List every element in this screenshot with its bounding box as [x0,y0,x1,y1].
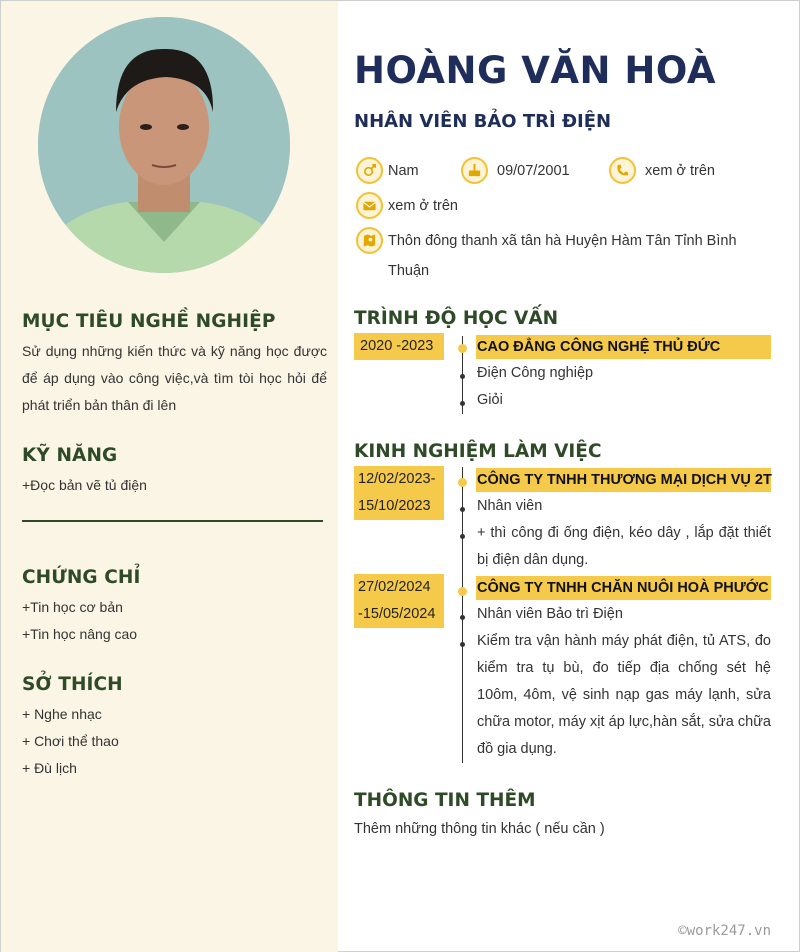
phone-icon [609,157,636,184]
hobbies-title: SỞ THÍCH [22,674,123,695]
extra-info-text: Thêm những thông tin khác ( nếu cần ) [354,821,605,837]
experience-date-end: -15/05/2024 [358,606,436,622]
divider [22,520,323,522]
experience-date-start: 12/02/2023- [358,471,436,487]
email-value[interactable]: xem ở trên [388,198,458,214]
job-role: Nhân viên Bảo trì Điện [477,606,623,622]
job-description: + thì công đi ống điện, kéo dây , lắp đặt thiết bị điện dân dụng. [477,525,771,568]
objective-section [22,311,327,419]
gender-value: Nam [388,163,419,179]
timeline-dot [458,587,467,596]
hobby-item: + Chơi thể thao [22,733,119,749]
objective-text: Sử dụng những kiến thức và kỹ năng học được để áp dụng vào công việc,và tìm tòi học hỏi để phát triển bản thân đi lên [22,343,327,413]
address-info [356,227,766,286]
timeline-dot [458,344,467,353]
avatar [38,17,290,273]
experience-date-start: 27/02/2024 [358,579,431,595]
cake-icon [461,157,488,184]
job-role: Nhân viên [477,498,543,514]
timeline-dot [460,642,465,647]
sidebar [1,1,338,952]
certificate-item: +Tin học nâng cao [22,626,138,642]
skill-item: +Đọc bản vẽ tủ điện [22,477,147,493]
job-description: Kiểm tra vận hành máy phát điện, tủ ATS, đo kiểm tra tụ bù, đo tiếp địa chống sét hệ 10ôm, 4ôm, vệ sinh nạp gas máy lạnh, sửa chữa motor, máy xịt áp lực,hàn sắt, sửa chữa đồ gia dụng. [477,633,771,757]
experience-title: KINH NGHIỆM LÀM VIỆC [354,441,602,462]
mail-icon [356,192,383,219]
education-date: 2020 -2023 [354,333,444,360]
objective-title: MỤC TIÊU NGHỀ NGHIỆP [22,311,276,332]
job-position: NHÂN VIÊN BẢO TRÌ ĐIỆN [354,111,612,132]
phone-value[interactable]: xem ở trên [645,163,715,179]
full-name: HOÀNG VĂN HOÀ [354,49,716,92]
extra-info-title: THÔNG TIN THÊM [354,790,536,811]
avatar-photo [38,17,290,273]
skills-section [22,445,327,499]
watermark: ©work247.vn [678,923,771,939]
timeline-dot [460,401,465,406]
phone-info [609,157,715,186]
birthday-value: 09/07/2001 [497,163,570,179]
birthday-info [461,157,570,186]
skills-title: KỸ NĂNG [22,445,118,466]
certificate-item: +Tin học cơ bản [22,599,123,615]
timeline-dot [460,534,465,539]
hobby-item: + Nghe nhạc [22,706,102,722]
company-name: CÔNG TY TNHH THƯƠNG MẠI DỊCH VỤ 2T [476,468,771,492]
education-title: TRÌNH ĐỘ HỌC VẤN [354,308,559,329]
education-grade: Giỏi [477,392,503,408]
hobbies-section [22,674,327,782]
experience-date [354,466,444,520]
experience-date [354,574,444,628]
company-name: CÔNG TY TNHH CHĂN NUÔI HOÀ PHƯỚC [476,576,771,600]
map-icon [356,227,383,254]
education-major: Điện Công nghiệp [477,365,594,381]
hobby-item: + Đù lịch [22,760,77,776]
school-name: CAO ĐẲNG CÔNG NGHỆ THỦ ĐỨC [476,335,771,359]
gender-info [356,157,419,186]
timeline-dot [460,615,465,620]
timeline-dot [460,507,465,512]
email-info [356,192,458,221]
experience-date-end: 15/10/2023 [358,498,431,514]
certificates-section [22,567,327,648]
certificates-title: CHỨNG CHỈ [22,567,141,588]
timeline-dot [460,374,465,379]
address-value: Thôn đông thanh xã tân hà Huyện Hàm Tân Tỉnh Bình Thuận [388,233,737,279]
timeline-dot [458,478,467,487]
gender-icon [356,157,383,184]
